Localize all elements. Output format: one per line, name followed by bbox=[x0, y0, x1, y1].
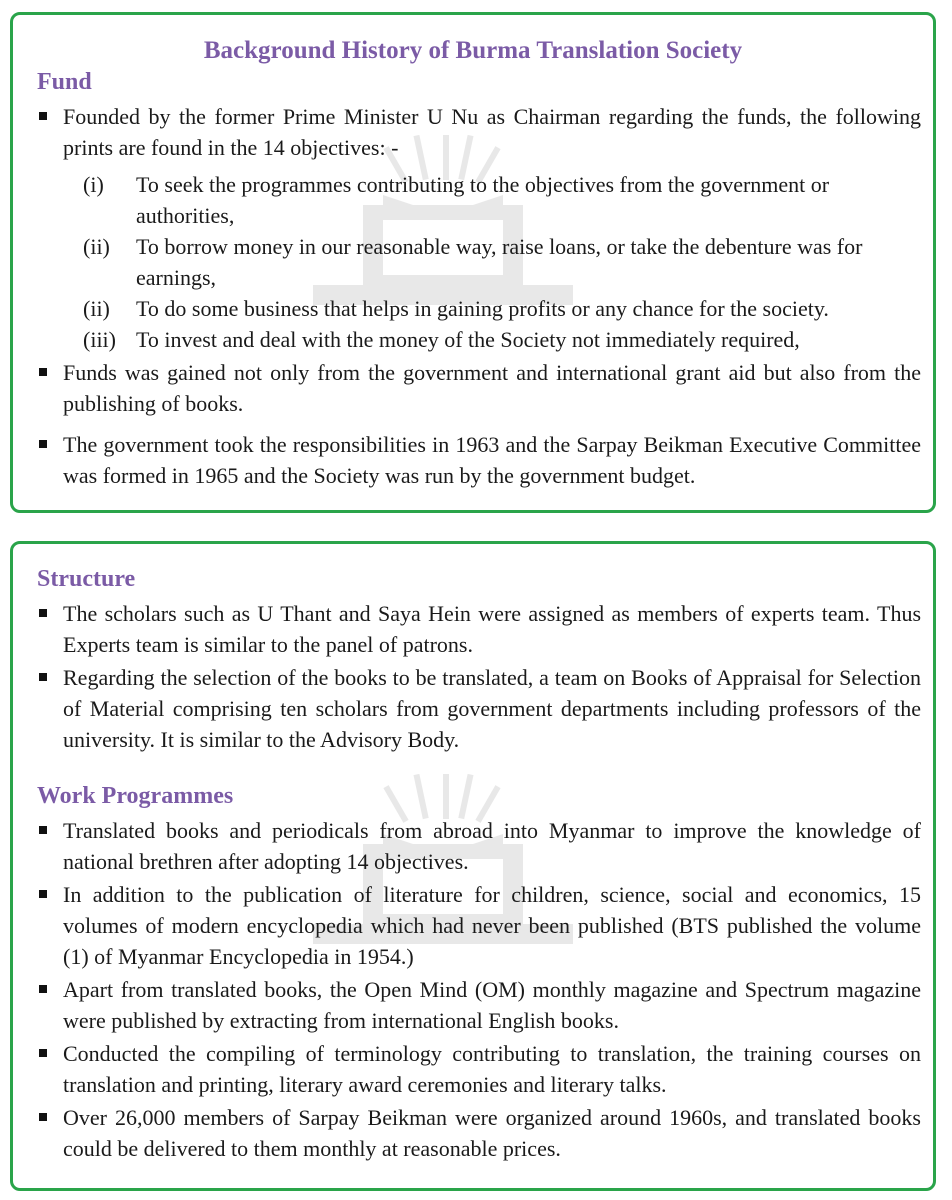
fund-panel bbox=[10, 12, 936, 513]
sub-list-item bbox=[83, 231, 921, 293]
bullet-text: The scholars such as U Thant and Saya Hein were assigned as members of experts team. Thus Experts team is similar to the panel of patrons. bbox=[63, 601, 921, 657]
bullet-text: In addition to the publication of literature for children, science, social and economics, 15 volumes of modern encyclopedia which had never been published (BTS published the volume (1) of Myanmar Encyclopedia in 1954.) bbox=[63, 882, 921, 969]
fund-bullet-list bbox=[13, 101, 933, 491]
bullet-text: Regarding the selection of the books to be translated, a team on Books of Appraisal for Selection of Material comprising ten scholars from government departments including professors of the university. It is similar to the Advisory Body. bbox=[63, 665, 921, 752]
sub-item-number: (iii) bbox=[83, 327, 116, 352]
sub-item-text: To do some business that helps in gaining profits or any chance for the society. bbox=[136, 296, 829, 321]
structure-bullet-list bbox=[13, 598, 933, 755]
sub-list-item bbox=[83, 169, 921, 231]
bullet-text: Conducted the compiling of terminology contributing to translation, the training courses on translation and printing, literary award ceremonies and literary talks. bbox=[63, 1041, 921, 1097]
bullet-square-icon bbox=[39, 890, 47, 898]
bullet-square-icon bbox=[39, 609, 47, 617]
bullet-text: Over 26,000 members of Sarpay Beikman were organized around 1960s, and translated books could be delivered to them monthly at reasonable prices. bbox=[63, 1105, 921, 1161]
sub-list-item bbox=[83, 293, 921, 324]
work-programmes-bullet-list bbox=[13, 815, 933, 1164]
list-item bbox=[37, 1038, 921, 1100]
section-heading-structure: Structure bbox=[37, 566, 136, 592]
list-item bbox=[37, 879, 921, 972]
list-item bbox=[37, 662, 921, 755]
bullet-square-icon bbox=[39, 440, 47, 448]
list-item bbox=[37, 974, 921, 1036]
sub-item-number: (i) bbox=[83, 172, 104, 197]
bullet-text: The government took the responsibilities in 1963 and the Sarpay Beikman Executive Committee was formed in 1965 and the Society was run by the government budget. bbox=[63, 432, 921, 488]
list-item bbox=[37, 101, 921, 355]
bullet-text: Apart from translated books, the Open Mind (OM) monthly magazine and Spectrum magazine were published by extracting from international English books. bbox=[63, 977, 921, 1033]
bullet-square-icon bbox=[39, 368, 47, 376]
bullet-square-icon bbox=[39, 826, 47, 834]
section-heading-work-programmes: Work Programmes bbox=[37, 783, 234, 809]
bullet-text: Founded by the former Prime Minister U Nu as Chairman regarding the funds, the following prints are found in the 14 objectives: - bbox=[63, 104, 921, 160]
sub-item-text: To invest and deal with the money of the Society not immediately required, bbox=[136, 327, 800, 352]
list-item bbox=[37, 598, 921, 660]
bullet-square-icon bbox=[39, 673, 47, 681]
sub-list-item bbox=[83, 324, 921, 355]
bullet-square-icon bbox=[39, 112, 47, 120]
bullet-square-icon bbox=[39, 1049, 47, 1057]
sub-item-text: To seek the programmes contributing to the objectives from the government or authorities, bbox=[136, 172, 830, 228]
list-item bbox=[37, 429, 921, 491]
bullet-text: Translated books and periodicals from abroad into Myanmar to improve the knowledge of national brethren after adopting 14 objectives. bbox=[63, 818, 921, 874]
sub-item-number: (ii) bbox=[83, 296, 110, 321]
bullet-text: Funds was gained not only from the government and international grant aid but also from the publishing of books. bbox=[63, 360, 921, 416]
section-heading-fund: Fund bbox=[37, 69, 92, 95]
list-item bbox=[37, 357, 921, 419]
sub-item-number: (ii) bbox=[83, 234, 110, 259]
page-title: Background History of Burma Translation Society bbox=[203, 37, 743, 64]
sub-item-text: To borrow money in our reasonable way, raise loans, or take the debenture was for earnings, bbox=[136, 234, 863, 290]
objectives-sublist bbox=[63, 169, 921, 355]
bullet-square-icon bbox=[39, 1113, 47, 1121]
list-item bbox=[37, 1102, 921, 1164]
list-item bbox=[37, 815, 921, 877]
bullet-square-icon bbox=[39, 985, 47, 993]
structure-panel bbox=[10, 541, 936, 1191]
